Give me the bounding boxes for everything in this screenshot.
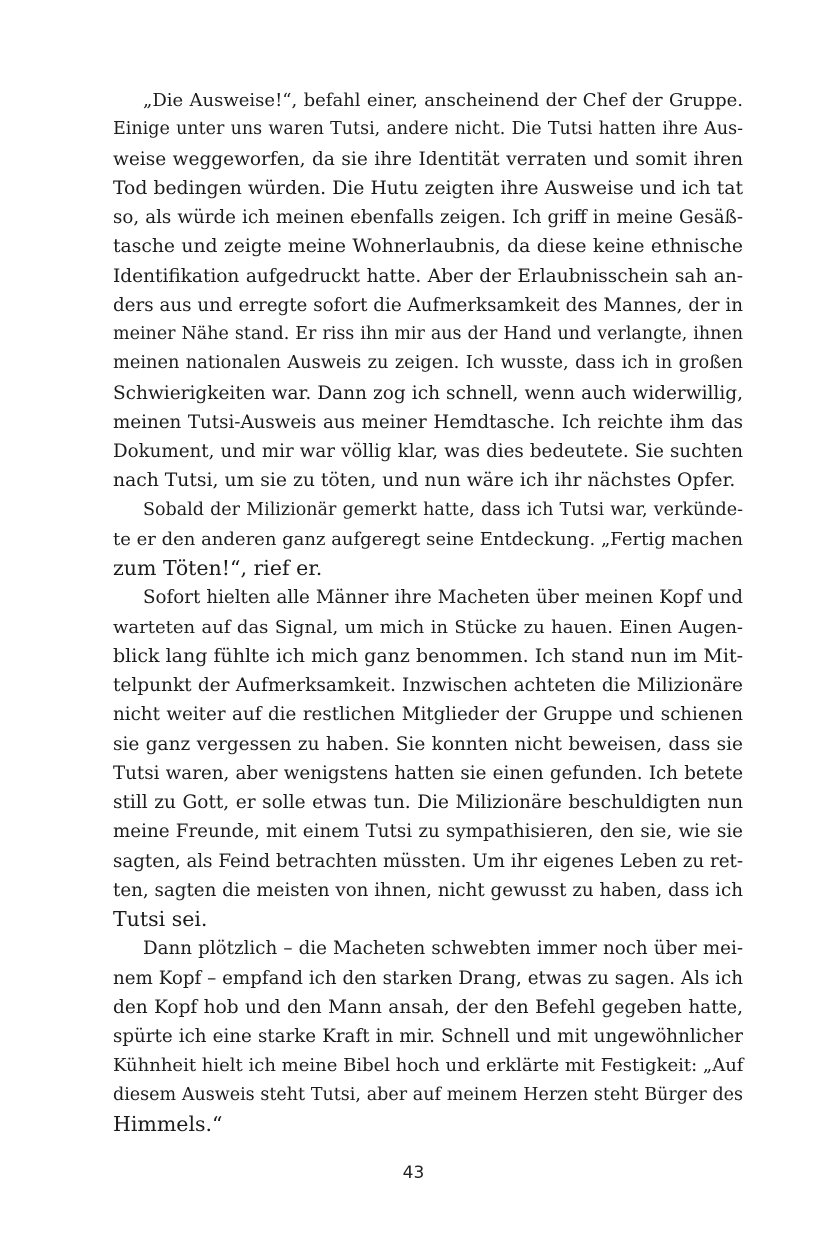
text-line: diesem Ausweis steht Tutsi, aber auf meinem Herzen steht Bürger des (113, 1084, 743, 1105)
text-line: Sofort hielten alle Männer ihre Macheten über meinen Kopf und (143, 587, 743, 609)
text-line: den Kopf hob und den Mann ansah, der den Befehl gegeben hatte, (113, 996, 743, 1018)
text-line: Tod bedingen würden. Die Hutu zeigten ihre Ausweise und ich tat (113, 177, 743, 199)
paragraph-3 (113, 583, 743, 934)
text-line: te er den anderen ganz aufgeregt seine Entdeckung. „Fertig machen (113, 528, 744, 550)
text-line: Kühnheit hielt ich meine Bibel hoch und erklärte mit Festigkeit: „Auf (113, 1055, 744, 1077)
body-text (113, 86, 743, 1139)
text-line: ten, sagten die meisten von ihnen, nicht gewusst zu haben, dass ich (113, 879, 743, 901)
text-line: weise weggeworfen, da sie ihre Identität verraten und somit ihren (113, 148, 743, 170)
text-line: tasche und zeigte meine Wohnerlaubnis, da diese keine ethnische (113, 236, 743, 258)
paragraph-4 (113, 934, 743, 1139)
text-line: meiner Nähe stand. Er riss ihn mir aus der Hand und verlangte, ihnen (113, 324, 743, 344)
text-line: Dann plötzlich – die Macheten schwebten immer noch über mei- (143, 938, 743, 960)
text-line: nicht weiter auf die restlichen Mitglieder der Gruppe und schienen (113, 704, 743, 726)
text-line: sie ganz vergessen zu haben. Sie konnten nicht beweisen, dass sie (113, 733, 743, 755)
text-line: ders aus und erregte sofort die Aufmerksamkeit des Mannes, der in (113, 294, 743, 316)
text-line: Tutsi sei. (113, 907, 208, 931)
text-line: sagten, als Feind betrachten müssten. Um ihr eigenes Leben zu ret- (113, 850, 743, 872)
text-line: meine Freunde, mit einem Tutsi zu sympathisieren, den sie, wie sie (113, 821, 743, 843)
text-line: telpunkt der Aufmerksamkeit. Inzwischen achteten die Milizionäre (113, 675, 743, 696)
page-number: 43 (402, 1163, 425, 1183)
text-line: Himmels.“ (113, 1111, 223, 1136)
text-line: nem Kopf – empfand ich den starken Drang, etwas zu sagen. Als ich (113, 967, 743, 989)
text-line: still zu Gott, er solle etwas tun. Die Milizionäre beschuldigten nun (113, 792, 743, 813)
text-line: Dokument, und mir war völlig klar, was dies bedeutete. Sie suchten (113, 441, 743, 462)
text-line: nach Tutsi, um sie zu töten, und nun wäre ich ihr nächstes Opfer. (113, 470, 736, 492)
paragraph-1 (113, 86, 743, 496)
text-line: so, als würde ich meinen ebenfalls zeigen. Ich griff in meine Gesäß- (113, 207, 743, 228)
text-line: spürte ich eine starke Kraft in mir. Schnell und mit ungewöhnlicher (113, 1026, 743, 1047)
text-line: warteten auf das Signal, um mich in Stücke zu hauen. Einen Augen- (113, 616, 743, 638)
paragraph-2 (113, 496, 743, 584)
text-line: meinen Tutsi-Ausweis aus meiner Hemdtasche. Ich reichte ihm das (113, 411, 743, 433)
text-line: Schwierigkeiten war. Dann zog ich schnell, wenn auch widerwillig, (113, 382, 743, 404)
text-line: Tutsi waren, aber wenigstens hatten sie einen gefunden. Ich betete (113, 762, 743, 784)
text-line: Sobald der Milizionär gemerkt hatte, dass ich Tutsi war, verkünde- (143, 499, 743, 520)
text-line: Einige unter uns waren Tutsi, andere nicht. Die Tutsi hatten ihre Aus- (113, 119, 743, 140)
text-line: blick lang fühlte ich mich ganz benommen. Ich stand nun im Mit- (113, 644, 743, 667)
text-line: zum Töten!“, rief er. (113, 556, 323, 580)
text-line: Identifikation aufgedruckt hatte. Aber der Erlaubnisschein sah an- (113, 265, 743, 287)
text-line: „Die Ausweise!“, befahl einer, anscheinend der Chef der Gruppe. (143, 90, 743, 111)
text-line: meinen nationalen Ausweis zu zeigen. Ich wusste, dass ich in großen (113, 353, 743, 374)
